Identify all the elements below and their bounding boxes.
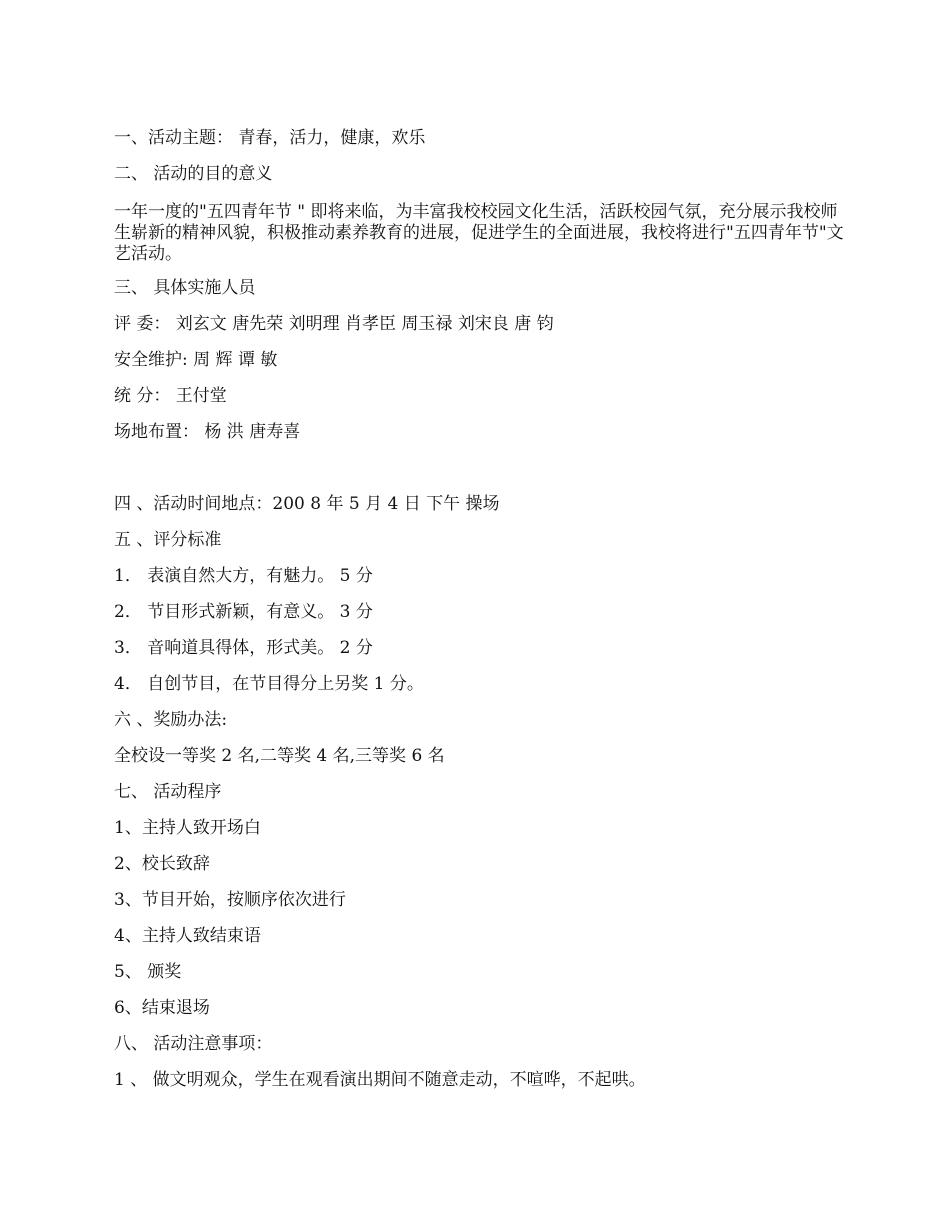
program-heading: 七、 活动程序 bbox=[114, 782, 222, 802]
criteria-item: 1． 表演自然大方，有魅力。 5 分 bbox=[114, 566, 373, 586]
awards-line: 全校设一等奖 2 名,二等奖 4 名,三等奖 6 名 bbox=[114, 746, 445, 766]
program-step: 2、校长致辞 bbox=[114, 854, 210, 874]
awards-heading: 六 、奖励办法: bbox=[114, 710, 228, 730]
notes-heading: 八、 活动注意事项： bbox=[114, 1034, 273, 1054]
criteria-heading: 五 、评分标准 bbox=[114, 530, 222, 550]
venue-setup-line: 场地布置： 杨 洪 唐寿喜 bbox=[114, 422, 301, 442]
criteria-item: 3． 音响道具得体，形式美。 2 分 bbox=[114, 638, 373, 658]
purpose-paragraph: 一年一度的"五四青年节 " 即将来临，为丰富我校校园文化生活，活跃校园气氛，充分展示我校师生崭新的精神风貌，积极推动素养教育的进展，促进学生的全面进展，我校将进行"五四青年节"文艺活动。 bbox=[114, 202, 844, 264]
program-step: 5、 颁奖 bbox=[114, 962, 182, 982]
scoring-staff-line: 统 分： 王付堂 bbox=[114, 386, 227, 406]
staff-heading: 三、 具体实施人员 bbox=[114, 278, 256, 298]
judges-line: 评 委： 刘玄文 唐先荣 刘明理 肖孝臣 周玉禄 刘宋良 唐 钧 bbox=[114, 314, 554, 334]
program-step: 1、主持人致开场白 bbox=[114, 818, 261, 838]
purpose-heading: 二、 活动的目的意义 bbox=[114, 164, 273, 184]
time-place-line: 四 、活动时间地点：200 8 年 5 月 4 日 下午 操场 bbox=[114, 494, 500, 514]
blank-line bbox=[114, 457, 844, 493]
program-step: 4、主持人致结束语 bbox=[114, 926, 261, 946]
criteria-item: 2． 节目形式新颖，有意义。 3 分 bbox=[114, 602, 373, 622]
theme-line: 一、活动主题： 青春，活力，健康，欢乐 bbox=[114, 128, 426, 148]
notes-item: 1 、 做文明观众，学生在观看演出期间不随意走动，不喧哗，不起哄。 bbox=[114, 1070, 646, 1090]
criteria-item: 4． 自创节目，在节目得分上另奖 1 分。 bbox=[114, 674, 424, 694]
security-line: 安全维护: 周 辉 谭 敏 bbox=[114, 350, 278, 370]
document-body bbox=[114, 127, 844, 1105]
program-step: 6、结束退场 bbox=[114, 998, 210, 1018]
program-step: 3、节目开始，按顺序依次进行 bbox=[114, 890, 346, 910]
